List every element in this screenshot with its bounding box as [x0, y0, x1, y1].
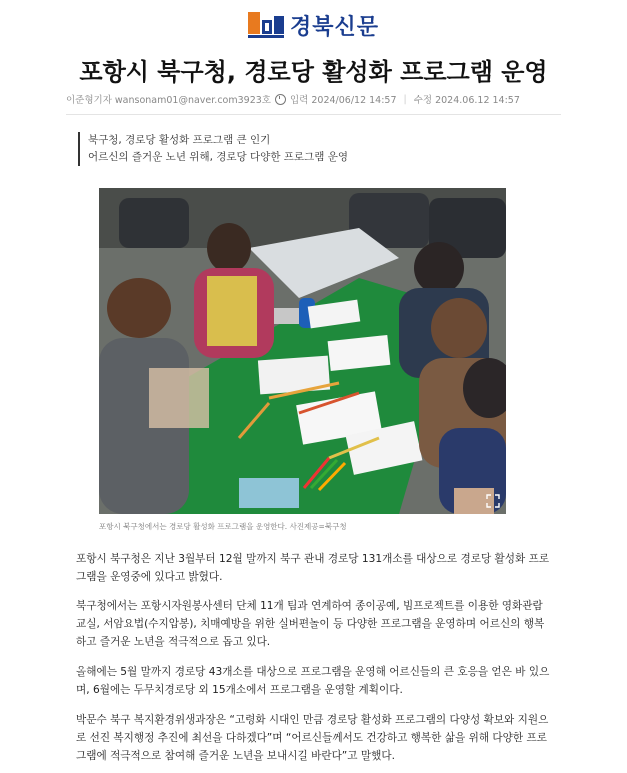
article-photo[interactable]: [99, 188, 506, 514]
header-divider: [66, 114, 561, 115]
photo-caption: 포항시 북구청에서는 경로당 활성화 프로그램을 운영한다. 사진제공=북구청: [99, 522, 347, 531]
article-paragraph: 올해에는 5월 말까지 경로당 43개소를 대상으로 프로그램을 운영해 어르신들의 큰 호응을 얻은 바 있으며, 6월에는 두무치경로당 외 15개소에서 프로그램을 운영할 계획이다.: [76, 666, 550, 696]
article-subtitles: [78, 132, 348, 166]
article-paragraph: 북구청에서는 포항시자원봉사센터 단체 11개 팀과 연계하여 종이공예, 빔프로젝트를 이용한 영화관람교실, 서암요법(수지압봉), 치매예방을 위한 실버편놀이 등 다양한 프로그램을 운영하며 어르신의 행복하고 즐거운 노년을 적극적으로 돕고 있다.: [76, 600, 545, 648]
article-headline: 포항시 북구청, 경로당 활성화 프로그램 운영: [79, 58, 548, 86]
site-logo[interactable]: [0, 6, 627, 44]
published-date: 입력 2024/06/12 14:57: [289, 95, 397, 106]
logo-text: 경북신문: [289, 14, 379, 40]
meta-separator: |: [403, 93, 407, 105]
expand-icon[interactable]: [486, 494, 500, 508]
article-meta: [66, 92, 520, 106]
modified-date: 수정 2024.06.12 14:57: [413, 95, 520, 106]
article-paragraph: 박문수 북구 복지환경위생과장은 “고령화 시대인 만큼 경로당 활성화 프로그램의 다양성 확보와 지원으로 선진 복지행정 추진에 최선을 다하겠다”며 “어르신들께서도 건강하고 행복한 삶을 위해 다양한 프로그램에 적극적으로 참여해 즐거운 노년을 보내시길 바란다”고 말했다.: [76, 714, 549, 762]
photo-illustration: [99, 188, 506, 514]
clock-icon: [275, 94, 286, 105]
subtitle-line: 어르신의 즐거운 노년 위해, 경로당 다양한 프로그램 운영: [88, 151, 348, 163]
logo-mark-icon: [248, 12, 284, 38]
subtitle-line: 북구청, 경로당 활성화 프로그램 큰 인기: [88, 134, 271, 146]
author-byline: 이준형기자 wansonam01@naver.com3923호: [66, 95, 271, 106]
article-paragraph: 포항시 북구청은 지난 3월부터 12월 말까지 북구 관내 경로당 131개소를 대상으로 경로당 활성화 프로그램을 운영중에 있다고 밝혔다.: [76, 553, 550, 583]
